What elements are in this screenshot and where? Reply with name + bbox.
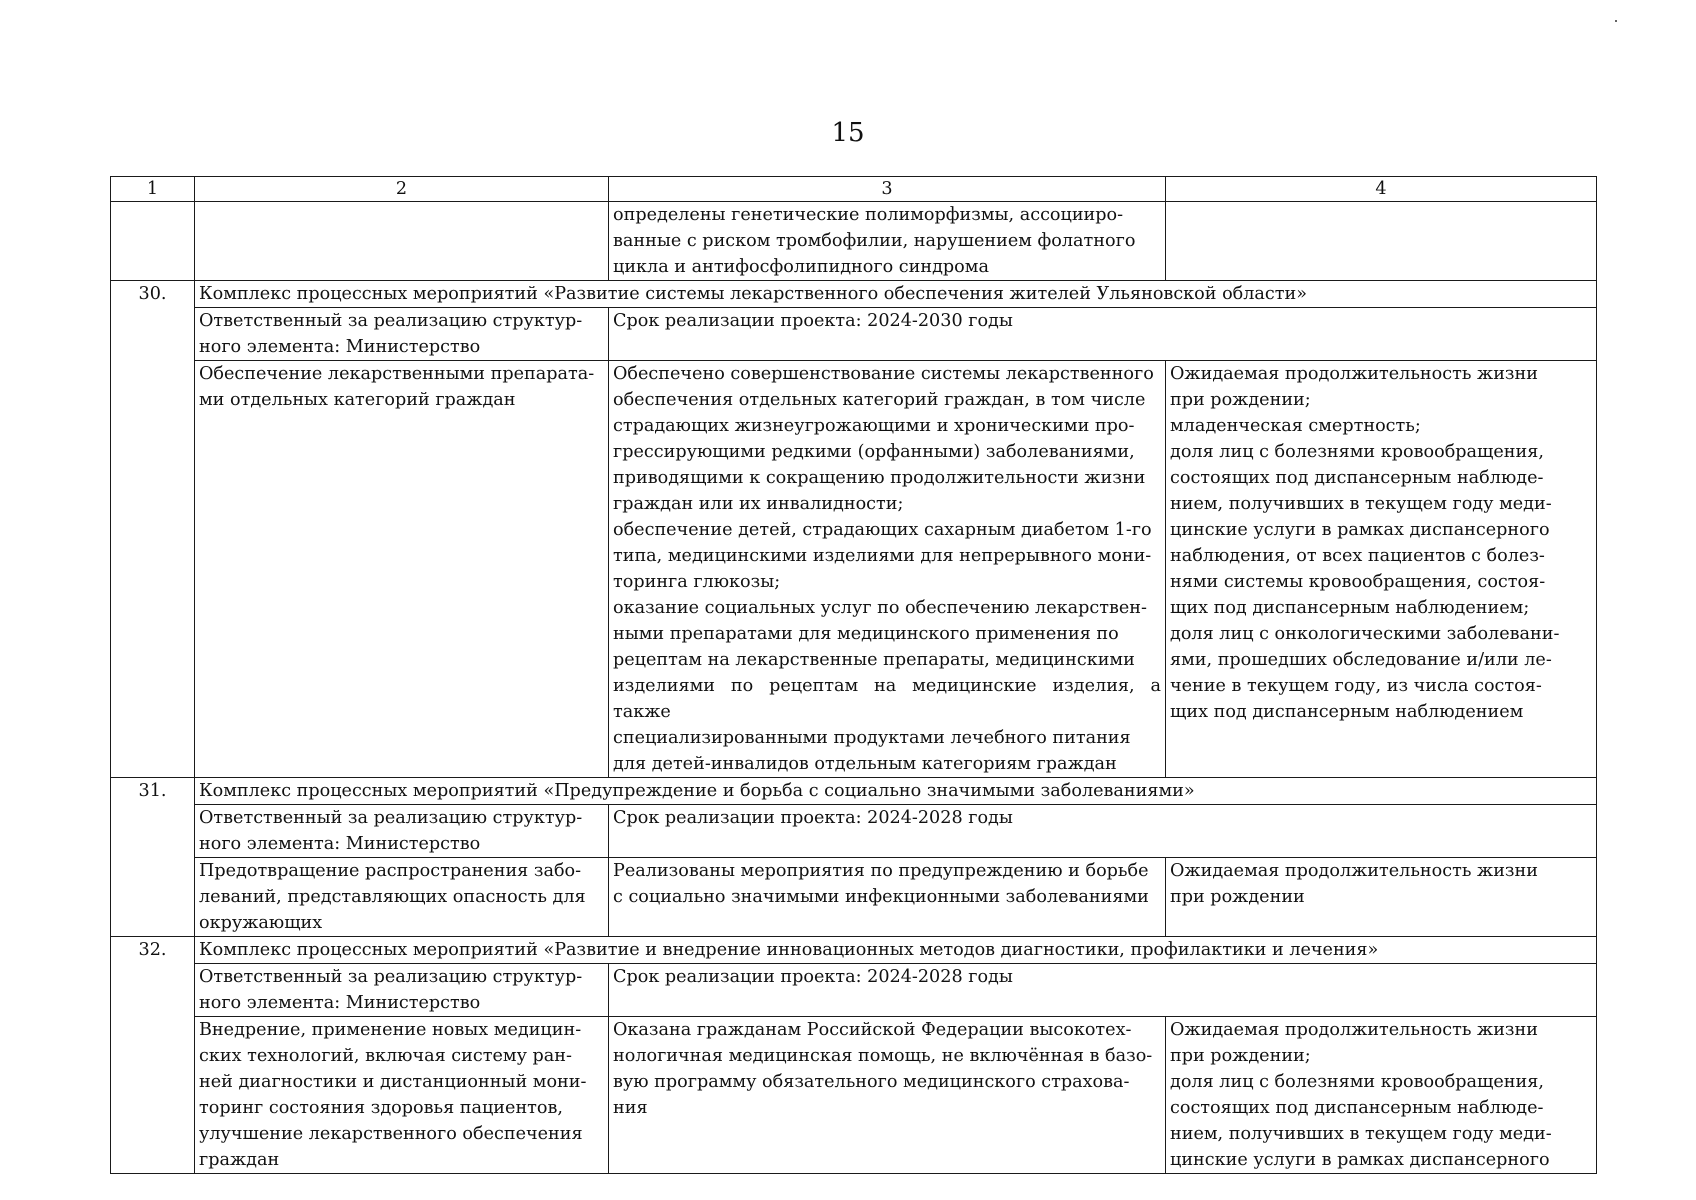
section-title: Комплекс процессных мероприятий «Предупреждение и борьба с социально значимыми заболеваниями» [195, 778, 1597, 805]
section-number: 32. [111, 937, 195, 1174]
period-cell: Срок реализации проекта: 2024-2028 годы [609, 964, 1597, 1017]
scan-speck [1615, 20, 1617, 22]
indicator-cell: Ожидаемая продолжительность жизни при рождении; доля лиц с болезнями кровообращения, состоящих под диспансерным наблюде- нием, получивших в текущем году меди- цинские услуги в рамках диспансерного [1166, 1017, 1597, 1174]
section-responsible-row [111, 964, 1597, 1017]
section-title: Комплекс процессных мероприятий «Развитие системы лекарственного обеспечения жителей Ульяновской области» [195, 281, 1597, 308]
continued-row [111, 202, 1597, 281]
section-number: 31. [111, 778, 195, 937]
indicator-cell: Ожидаемая продолжительность жизни при рождении [1166, 858, 1597, 937]
section-responsible-row [111, 308, 1597, 361]
result-cell: Оказана гражданам Российской Федерации высокотех- нологичная медицинская помощь, не включённая в базо- вую программу обязательного медицинского страхова- ния [609, 1017, 1166, 1174]
result-cell: Обеспечено совершенствование системы лекарственного обеспечения отдельных категорий граждан, в том числе страдающих жизнеугрожающими и хроническими про- грессирующими редкими (орфанными) заболеваниями, приводящими к сокращению продолжительности жизни граждан или их инвалидности; обеспечение детей, страдающих сахарным диабетом 1-го типа, медицинскими изделиями для непрерывного мони- торинга глюкозы; оказание социальных услуг по обеспечению лекарствен- ными препаратами для медицинского применения по рецептам на лекарственные препараты, медицинскими изделиями по рецептам на медицинские изделия, а также специализированными продуктами лечебного питания для детей-инвалидов отдельным категориям граждан [609, 361, 1166, 778]
section-number: 30. [111, 281, 195, 778]
section-task-row [111, 1017, 1597, 1174]
indicator-cell: Ожидаемая продолжительность жизни при рождении; младенческая смертность; доля лиц с болезнями кровообращения, состоящих под диспансерным наблюде- нием, получивших в текущем году меди- цинские услуги в рамках диспансерного наблюдения, от всех пациентов с болез- нями системы кровообращения, состоя- щих под диспансерным наблюдением; доля лиц с онкологическими заболевани- ями, прошедших обследование и/или ле- чение в текущем году, из числа состоя- щих под диспансерным наблюдением [1166, 361, 1597, 778]
column-header-4: 4 [1166, 177, 1597, 202]
task-cell: Внедрение, применение новых медицин- ских технологий, включая систему ран- ней диагностики и дистанционный мони- торинг состояния здоровья пациентов, улучшение лекарственного обеспечения граждан [195, 1017, 609, 1174]
cont-task-cell [195, 202, 609, 281]
section-task-row [111, 858, 1597, 937]
section-title-row [111, 778, 1597, 805]
cont-indicator-cell [1166, 202, 1597, 281]
result-cell: Реализованы мероприятия по предупреждению и борьбе с социально значимыми инфекционными заболеваниями [609, 858, 1166, 937]
measures-table [110, 176, 1597, 1174]
cont-result-cell: определены генетические полиморфизмы, ассоцииро- ванные с риском тромбофилии, нарушением фолатного цикла и антифосфолипидного синдрома [609, 202, 1166, 281]
section-title-row [111, 937, 1597, 964]
period-cell: Срок реализации проекта: 2024-2030 годы [609, 308, 1597, 361]
column-number-row [111, 177, 1597, 202]
section-title: Комплекс процессных мероприятий «Развитие и внедрение инновационных методов диагностики, профилактики и лечения» [195, 937, 1597, 964]
responsible-cell: Ответственный за реализацию структур- ного элемента: Министерство [195, 308, 609, 361]
section-task-row [111, 361, 1597, 778]
cont-number-cell [111, 202, 195, 281]
page-number: 15 [831, 118, 865, 148]
responsible-cell: Ответственный за реализацию структур- ного элемента: Министерство [195, 964, 609, 1017]
section-responsible-row [111, 805, 1597, 858]
column-header-2: 2 [195, 177, 609, 202]
period-cell: Срок реализации проекта: 2024-2028 годы [609, 805, 1597, 858]
column-header-3: 3 [609, 177, 1166, 202]
task-cell: Обеспечение лекарственными препарата- ми отдельных категорий граждан [195, 361, 609, 778]
responsible-cell: Ответственный за реализацию структур- ного элемента: Министерство [195, 805, 609, 858]
task-cell: Предотвращение распространения забо- леваний, представляющих опасность для окружающих [195, 858, 609, 937]
section-title-row [111, 281, 1597, 308]
column-header-1: 1 [111, 177, 195, 202]
